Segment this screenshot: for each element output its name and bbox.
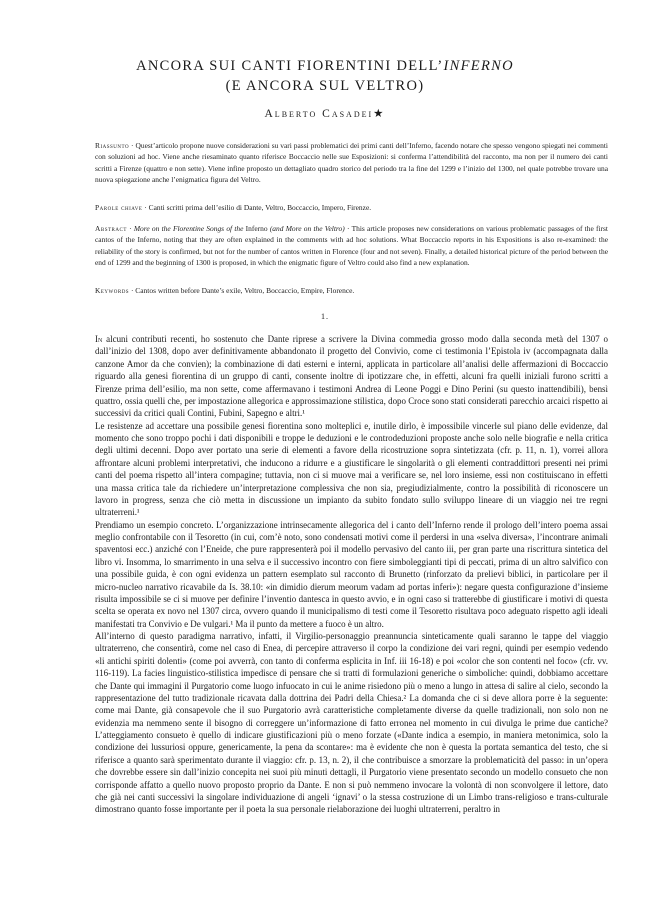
body-paragraph-3: Prendiamo un esempio concreto. L’organizzazione intrinsecamente allegorica del i canto dell’Inferno rende il prologo dell’intero poema assai meglio confrontabile con il Tesoretto (in cui, com’è noto, sono condensati motivi come il perdersi in una «selva diversa», l’incontrare animali spaventosi ecc.) anziché con l’Eneide, che pure rappresenterà poi il modello pervasivo del canto iii, per gran parte una riscrittura sintetica del libro vi. Insomma, lo smarrimento in una selva e il successivo incontro con fiere simboleggianti tipi di peccati, prima di un altro salvifico con una possibile guida, è con ogni evidenza un pattern esemplato sul racconto di Brunetto (rinforzato da prelievi biblici, in particolare per il micro-nucleo narrativo ricavabile da Is. 38.10: «in dimidio dierum meorum vadam ad portas inferi»): negare questa configurazione d’insieme risulta impossibile se ci si muove per definire l’inventio dantesca in questo avvio, e in ogni caso si tratterebbe di giustificare i motivi di questa scelta se operata ex novo nel 1307 circa, ovvero quando il municipalismo di testi come il Tesoretto risultava poco adeguato rispetto agli ideali manifestati tra Convivio e De vulgari.¹ Ma il punto da mettere a fuoco è un altro. — [95, 519, 608, 629]
body-paragraph-4: All’interno di questo paradigma narrativo, infatti, il Virgilio-personaggio preannuncia sinteticamente quali saranno le tappe del viaggio ultraterreno, che consentirà, come nel caso di Enea, di percepire attraverso il corpo la condizione dei vari regni, quindi per esempio vedendo «li antichi spiriti dolenti» (come poi avverrà, con tanto di conferma esplicita in Inf. iii 16-18) e poi «color che son contenti nel foco» (cfr. vv. 116-119). La facies linguistico-stilistica impedisce di pensare che si tratti di formulazioni generiche o simboliche: quindi, dobbiamo accettare che Dante qui immagini il Purgatorio come luogo infuocato in cui le anime risiedono più o meno a lungo in attesa di salire al cielo, secondo la rappresentazione del tutto tradizionale ricavata dalla dottrina dei Padri della Chiesa.² La domanda che ci si deve allora porre è la seguente: come mai Dante, già consapevole che il suo Purgatorio avrà caratteristiche completamente diverse da quelle tradizionali, non solo non ne evidenzia ma nemmeno sente il bisogno di correggere un’informazione di fatto erronea nel momento in cui divulga le prime due cantiche? L’atteggiamento consueto è quello di indicare giustificazioni più o meno forzate («Dante indica a esempio, in maniera metonimica, solo la condizione dei lussuriosi oppure, genericamente, la pena da scontare»: ma è evidente che non è questa la portata semantica del testo, che si riferisce a quanto sarà sperimentato durante il viaggio: cfr. p. 13, n. 2), il che contribuisce a smorzare la problematicità del passo: in un’opera che dovrebbe essere sin dall’inizio concepita nei suoi più minuti dettagli, il Purgatorio viene presentato secondo un modello consueto che non corrisponde affatto a quello nuovo proposto proprio da Dante. E non si può nemmeno invocare la volontà di non sconvolgere il lettore, dato che già nei canti successivi la singolare individuazione di angeli ‘ignavi’ o la stessa costruzione di un Limbo trans-religioso e trans-culturale dimostrano quanto fosse importante per il poeta la sua personale rielaborazione dei luoghi ultraterreni, peraltro in — [95, 631, 608, 815]
keywords-label: Keywords — [95, 286, 130, 295]
body-paragraph-2: Le resistenze ad accettare una possibile genesi fiorentina sono molteplici e, inutile dirlo, è impossibile vincerle sul piano delle evidenze, dal momento che sono troppo pochi i dati disponibili e troppe le deduzioni e le controdeduzioni proposte anche solo nelle biografie e nella critica degli ultimi decenni. Dopo aver portato una serie di elementi a favore della ricostruzione sopra sintetizzata (cfr. p. 11, n. 1), vorrei allora affrontare alcuni problemi interpretativi, che inducono a ridurre e a giustificare le singolarità o gli elementi contraddittori presenti nei primi canti del poema rispetto all’intera compagine; tuttavia, non ci si muove mai a verificare se, nel loro insieme, essi non costituiscano in effetti una massa critica tale da richiedere un’interpretazione complessiva che non sia, pregiudizialmente, contro la possibilità di riconoscere un lavoro in progress, senza che ciò metta in discussione un impianto da subito fondato sullo sviluppo lineare di un viaggio nei tre regni ultraterreni.¹ — [95, 420, 608, 518]
author-line — [0, 106, 650, 120]
abstract-block: Abstract · More on the Florentine Songs of the Inferno (and More on the Veltro) · This article proposes new considerations on various problematic passages of the first cantos of the Inferno, noting that they are often explained in the comments with ad hoc solutions. What Boccaccio reports in his Expositions is also re-examined: the reliability of the story is confirmed, but not for the number of cantos written in Florence (four and not seven). Finally, a detailed historical picture of the period between the end of 1299 and the beginning of 1300 is proposed, in which the enigmatic figure of Veltro could also find a new explanation. — [95, 224, 608, 267]
riassunto-block: Riassunto · Quest’articolo propone nuove considerazioni su vari passi problematici dei primi canti dell’Inferno, facendo notare che spesso vengono spiegati nei commenti con soluzioni ad hoc. Viene anche riesaminato quanto riferisce Boccaccio nelle sue Esposizioni: si conferma l’attendibilità del racconto, ma non per il numero dei canti scritti a Firenze (quattro e non sette). Viene infine proposto un dettagliato quadro storico del periodo tra la fine del 1299 e l’inizio del 1300, nel quale potrebbe trovare una nuova spiegazione anche l’enigmatica figura del Veltro. — [95, 141, 608, 184]
riassunto-text: Quest’articolo propone nuove considerazioni su vari passi problematici dei primi canti dell’Inferno, facendo notare che spesso vengono spiegati nei commenti con soluzioni ad hoc. Viene anche riesaminato quanto riferisce Boccaccio nelle sue Esposizioni: si conferma l’attendibilità del racconto, ma non per il numero dei canti scritti a Firenze (quattro e non sette). Viene infine proposto un dettagliato quadro storico del periodo tra la fine del 1299 e l’inizio del 1300, nel quale potrebbe trovare una nuova spiegazione anche l’enigmatica figura del Veltro. — [95, 141, 608, 184]
keywords-block: Keywords · Cantos written before Dante’s exile, Veltro, Boccaccio, Empire, Florence. — [95, 286, 355, 295]
body-paragraph-1-text: alcuni contributi recenti, ho sostenuto che Dante riprese a scrivere la Divina commedia grosso modo dalla seconda metà del 1307 o dall’inizio del 1308, dopo aver definitivamente abbandonato il progetto del Convivio, come ci testimonia l’Epistola iv (accompagnata dalla canzone Amor da che convien); la combinazione di dati esterni e interni, applicata in particolare all’analisi delle affermazioni di Boccaccio riguardo alla genesi fiorentina di un gruppo di canti, consente inoltre di ipotizzare che, in effetti, alcuni fra quelli iniziali furono scritti a Firenze prima dell’esilio, ma non sette, come affermavano i testimoni Andrea di Leone Poggi e Dino Perini (su questo inattendibili), bensì quattro, ossia quelli che, per impostazione allegorica e approssimazione stilistica, dopo Croce sono stati considerati parecchio arcaici rispetto ai successivi da critici quali Contini, Fubini, Sapegno e altri.¹ — [95, 334, 608, 419]
title-line1-text: ANCORA SUI CANTI FIORENTINI DELL’ — [136, 58, 444, 74]
section-number: 1. — [321, 312, 329, 321]
parole-chiave-block: Parole chiave · Canti scritti prima dell’esilio di Dante, Veltro, Boccaccio, Impero, Firenze. — [95, 203, 372, 212]
body-paragraph-1 — [95, 333, 608, 420]
abstract-label: Abstract — [95, 224, 127, 233]
article-title — [0, 56, 650, 76]
author-name: Alberto Casadei — [264, 108, 374, 120]
abstract-title-italic2: (and More on the Veltro) — [269, 224, 345, 233]
title-line1-italic: INFERNO — [443, 58, 514, 74]
abstract-title-italic: More on the Florentine Songs of the — [133, 224, 244, 233]
riassunto-label: Riassunto — [95, 141, 130, 150]
author-footnote-mark: ★ — [373, 108, 386, 120]
article-subtitle: (E ANCORA SUL VELTRO) — [225, 78, 425, 94]
abstract-title-rest: Inferno — [243, 224, 270, 233]
body-first-word: In — [95, 334, 103, 344]
abstract-text: This article proposes new considerations on various problematic passages of the first cantos of the Inferno, noting that they are often explained in the comments with ad hoc solutions. What Boccaccio reports in his Expositions is also re-examined: the reliability of the story is confirmed, but not for the number of cantos written in Florence (four and not seven). Finally, a detailed historical picture of the period between the end of 1299 and the beginning of 1300 is proposed, in which the enigmatic figure of Veltro could also find a new explanation. — [95, 224, 608, 267]
body-text — [95, 333, 608, 816]
parole-chiave-text: Canti scritti prima dell’esilio di Dante, Veltro, Boccaccio, Impero, Firenze. — [148, 203, 372, 212]
keywords-text: Cantos written before Dante’s exile, Veltro, Boccaccio, Empire, Florence. — [135, 286, 355, 295]
parole-chiave-label: Parole chiave — [95, 203, 143, 212]
